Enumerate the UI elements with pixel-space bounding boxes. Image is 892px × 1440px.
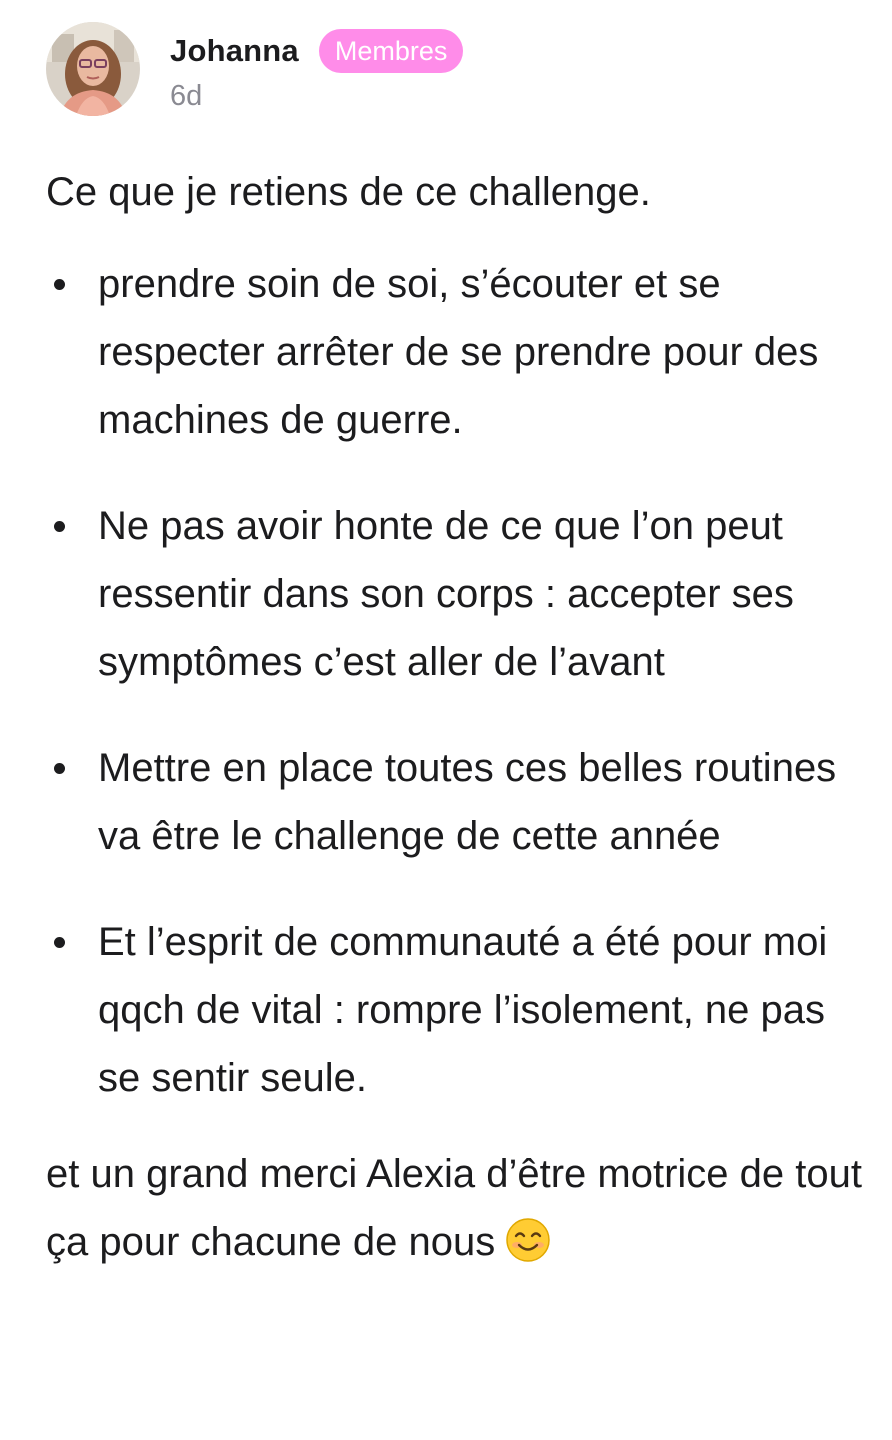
bullet-icon bbox=[54, 279, 65, 290]
member-badge: Membres bbox=[319, 29, 464, 73]
post-timestamp: 6d bbox=[170, 80, 203, 112]
list-item bbox=[46, 492, 876, 696]
post-intro: Ce que je retiens de ce challenge. bbox=[46, 170, 651, 214]
bullet-icon bbox=[54, 763, 65, 774]
author-name[interactable]: Johanna bbox=[170, 33, 299, 68]
list-item-text: prendre soin de soi, s’écouter et se respecter arrêter de se prendre pour des machines de guerre. bbox=[98, 262, 819, 442]
name-row bbox=[170, 28, 463, 74]
author-block bbox=[170, 22, 463, 113]
smiling-face-icon bbox=[505, 1217, 551, 1263]
list-item bbox=[46, 734, 876, 870]
list-item-text: Et l’esprit de communauté a été pour moi qqch de vital : rompre l’isolement, ne pas se sentir seule. bbox=[98, 920, 828, 1100]
post-header bbox=[46, 22, 463, 118]
avatar[interactable] bbox=[46, 22, 140, 116]
list-item bbox=[46, 250, 876, 454]
list-item-text: Ne pas avoir honte de ce que l’on peut ressentir dans son corps : accepter ses symptômes c’est aller de l’avant bbox=[98, 504, 794, 684]
post-body bbox=[46, 158, 876, 1276]
bullet-icon bbox=[54, 937, 65, 948]
post-outro bbox=[46, 1140, 876, 1276]
outro-text: et un grand merci Alexia d’être motrice de tout ça pour chacune de nous bbox=[46, 1152, 862, 1264]
bullet-list bbox=[46, 250, 876, 1112]
avatar-image bbox=[46, 22, 140, 116]
bullet-icon bbox=[54, 521, 65, 532]
list-item-text: Mettre en place toutes ces belles routines va être le challenge de cette année bbox=[98, 746, 837, 858]
list-item bbox=[46, 908, 876, 1112]
